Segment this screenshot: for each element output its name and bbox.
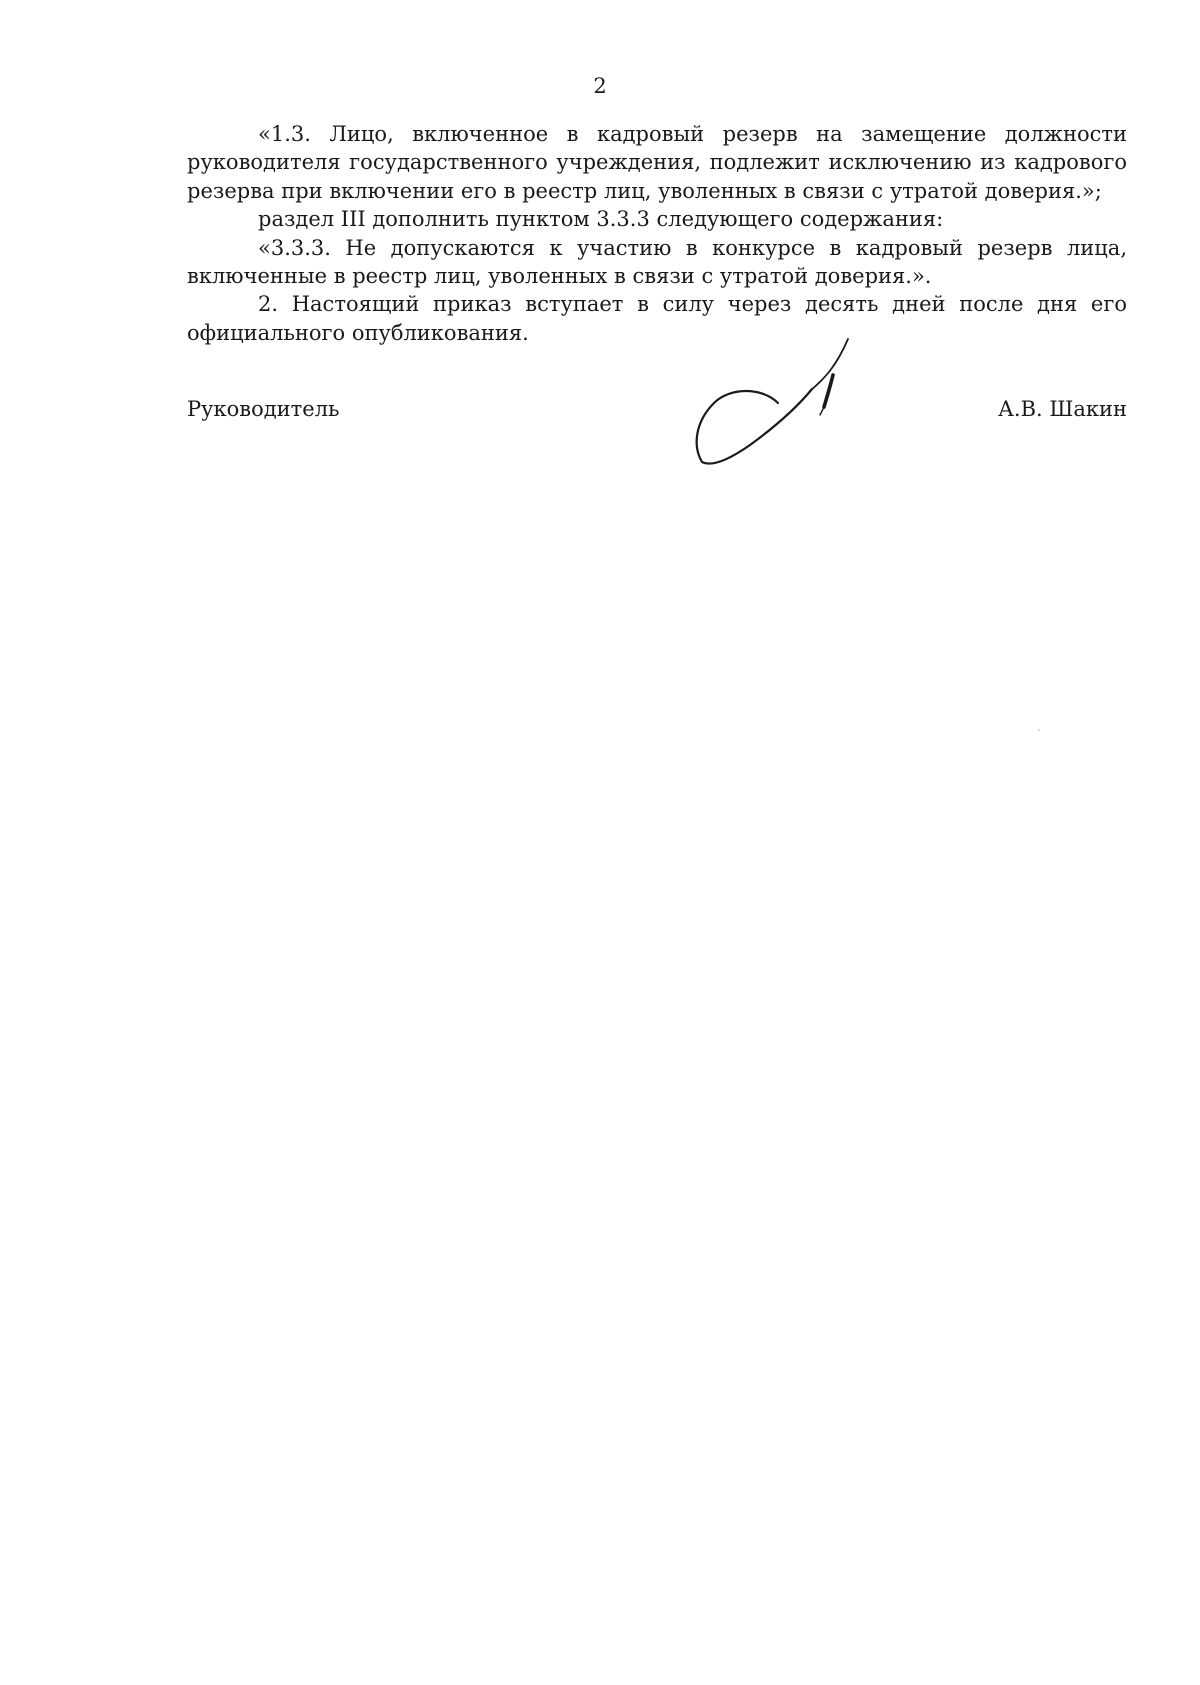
signer-position: Руководитель xyxy=(187,397,340,421)
signature-block xyxy=(187,395,1127,425)
paragraph-section-3-addition: раздел III дополнить пунктом 3.3.3 следующего содержания: xyxy=(258,207,944,232)
signer-name: А.В. Шакин xyxy=(998,397,1127,421)
document-body xyxy=(187,120,1127,347)
handwritten-signature-icon xyxy=(690,335,860,470)
paragraph-clause-3-3-3: «3.3.3. Не допускаются к участию в конкурсе в кадровый резерв лица, включенные в реестр лиц, уволенных в связи с утратой доверия.». xyxy=(187,235,1127,289)
paragraph-effective-date: 2. Настоящий приказ вступает в силу через десять дней после дня его официального опубликования. xyxy=(187,292,1127,345)
paragraph-clause-1-3: «1.3. Лицо, включенное в кадровый резерв на замещение должности руководителя государственного учреждения, подлежит исключению из кадрового резерва при включении его в реестр лиц, уволенных в связи с утратой доверия.»; xyxy=(187,122,1127,203)
scan-speck xyxy=(1038,729,1040,731)
page-number: 2 xyxy=(593,74,607,98)
